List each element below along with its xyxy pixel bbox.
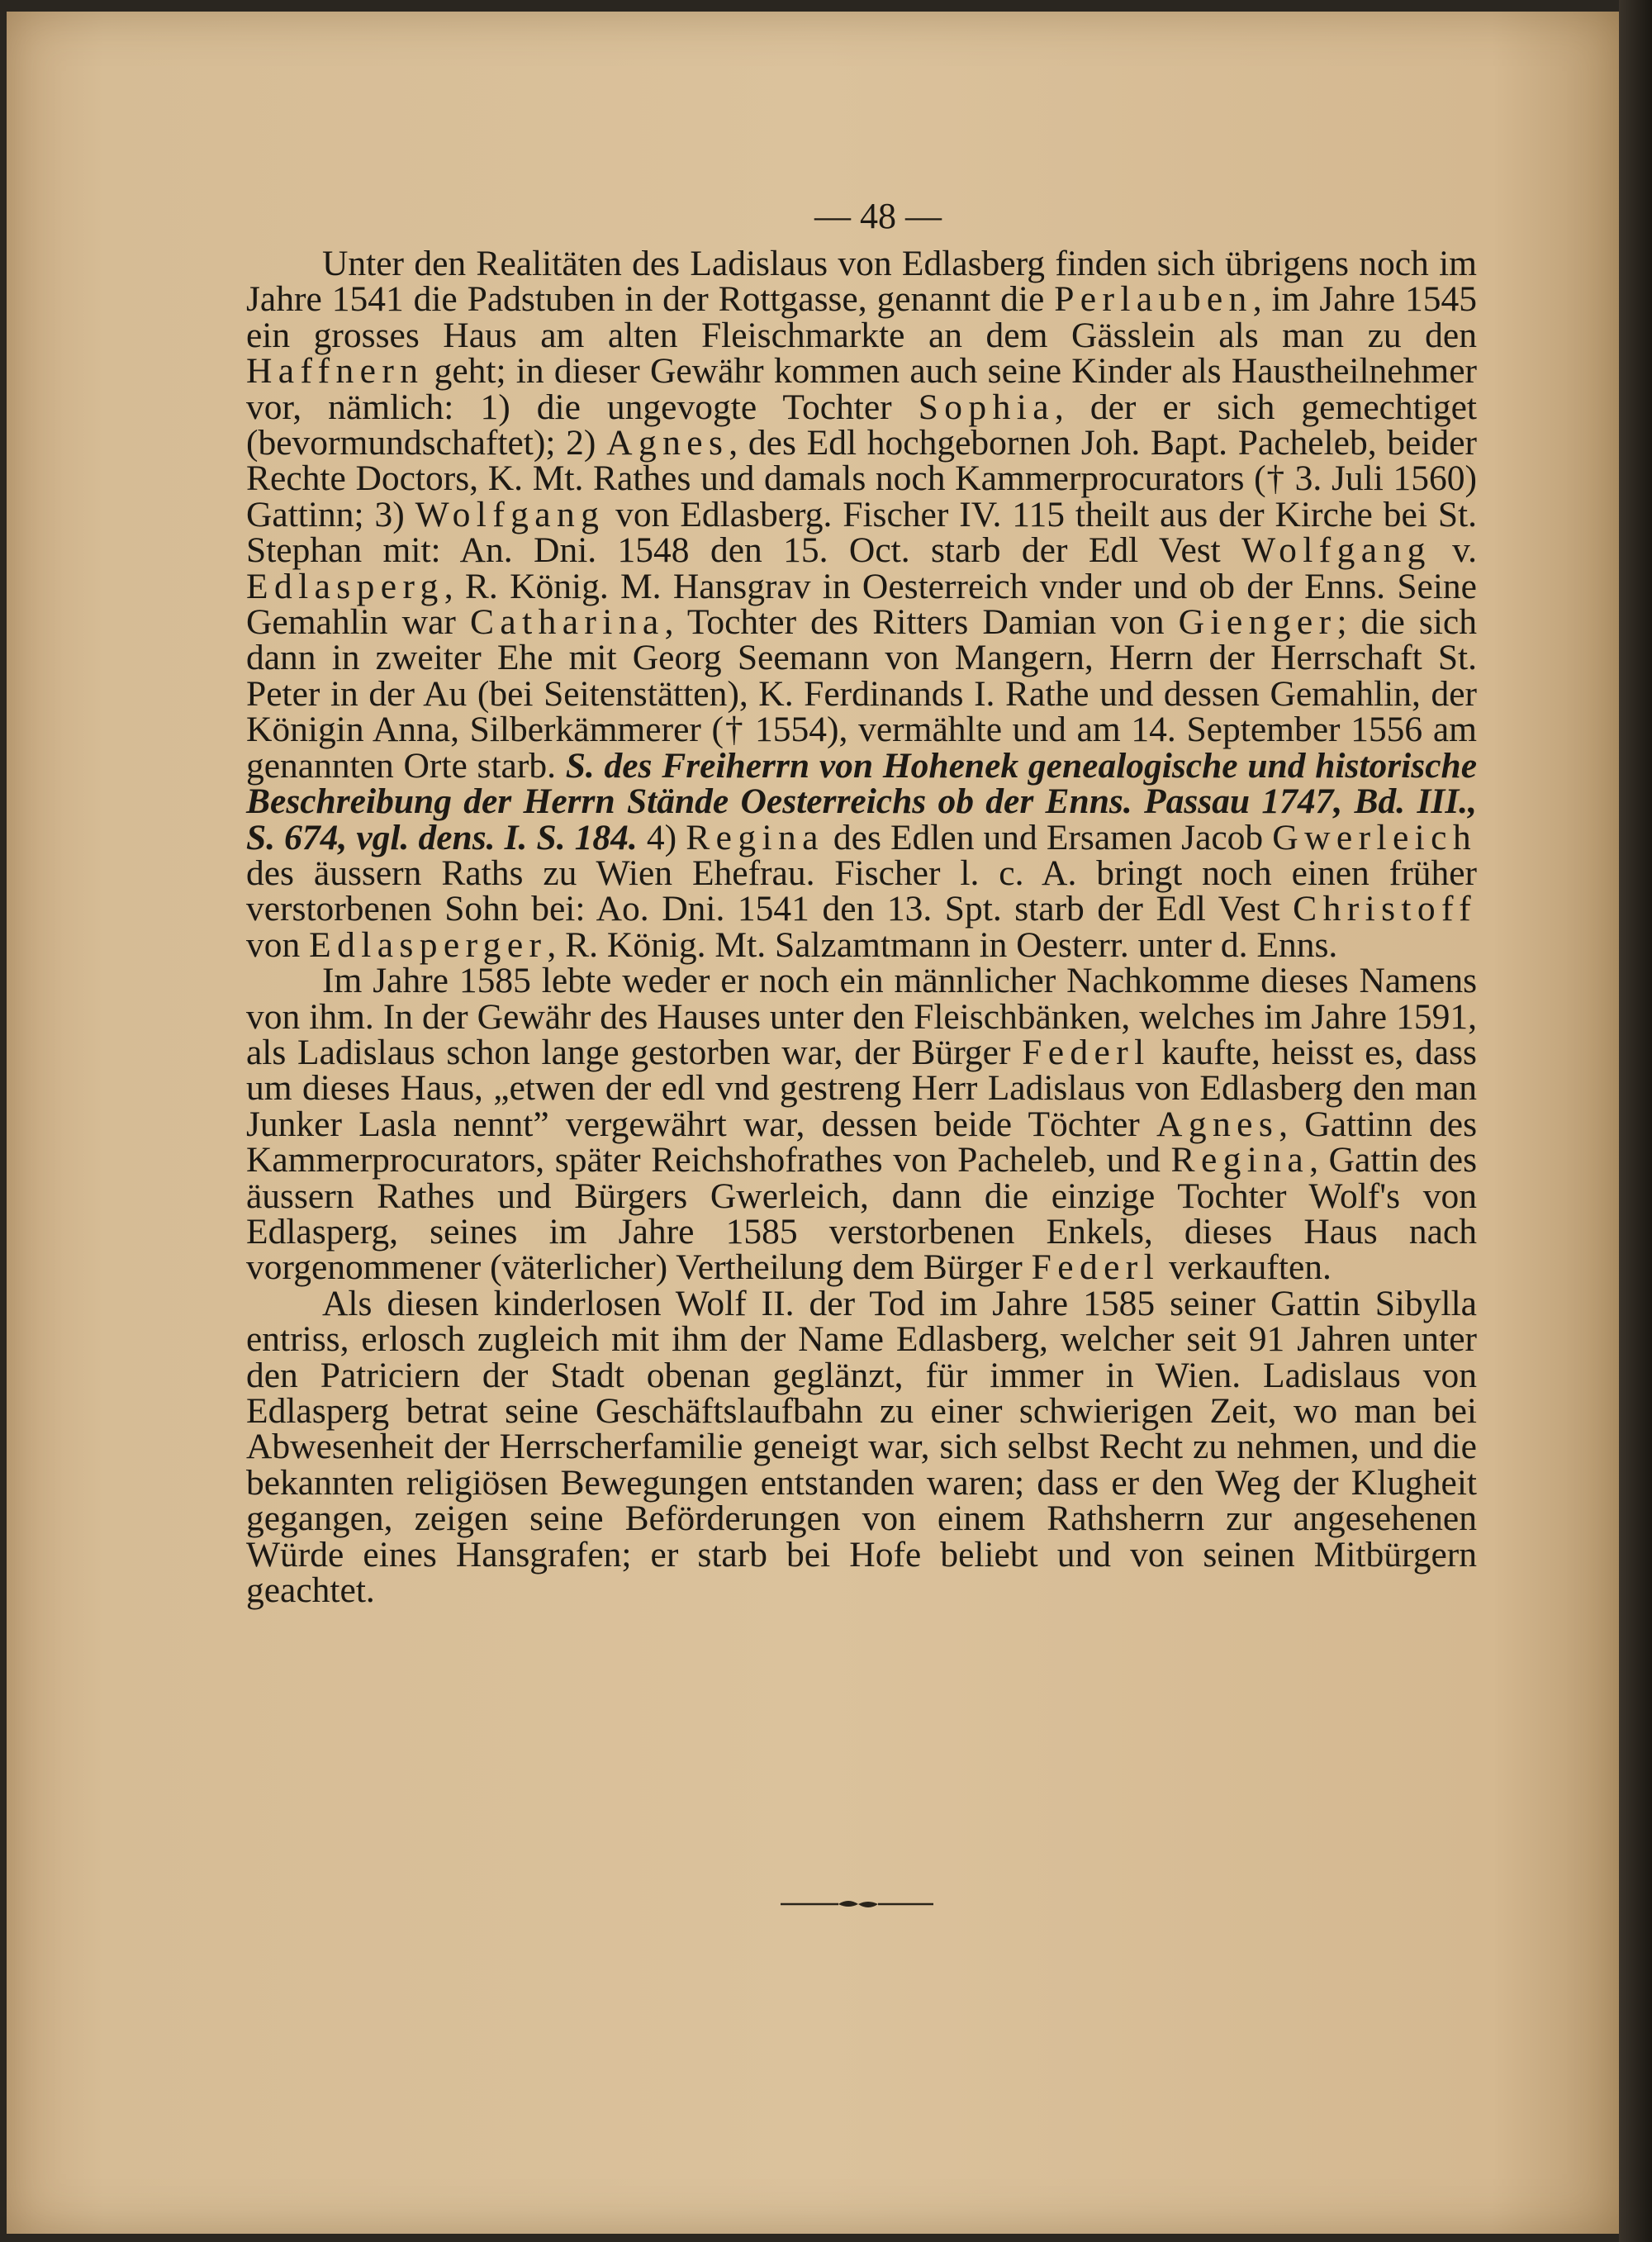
text-segment: Wolfgang: [415, 494, 605, 534]
text-segment: Gwerleich: [1272, 817, 1477, 857]
text-segment: Edlasperger: [309, 924, 548, 965]
text-segment: , R. König. Mt. Salzamtmann in Oesterr. unter d. Enns.: [547, 924, 1338, 965]
text-segment: des äussern Raths zu Wien Ehefrau. Fischer l. c. A. bringt noch einen früher verstorbenen Sohn bei: Ao. Dni. 1541 den 13. Spt. starb der Edl Vest: [246, 853, 1477, 929]
text-segment: geht; in dieser Gewähr kommen auch seine Kinder als Haustheilnehmer vor, nämlich: 1) die ungevogte Tochter: [246, 351, 1477, 427]
text-segment: Perlauben: [1054, 279, 1253, 320]
text-segment: kaufte, heisst es, dass um dieses Haus, „etwen der edl vnd gestreng Herr Ladislaus von Edlasberg den man Junker Lasla nennt” vergewährt war, dessen beide Töchter: [246, 1032, 1477, 1144]
text-segment: , Tochter des Ritters Damian von: [664, 602, 1179, 643]
text-segment: v.: [1431, 530, 1477, 571]
text-segment: , im Jahre 1545 ein grosses Haus am alten Fleischmarkte an dem Gässlein als man zu den: [246, 279, 1478, 355]
text-segment: , der er sich gemechtiget (bevormundschaftet); 2): [246, 387, 1477, 463]
paragraph: [246, 1283, 1477, 1611]
text-segment: Sophia: [918, 387, 1055, 427]
text-segment: Agnes: [1156, 1104, 1279, 1144]
text-segment: Christoff: [1293, 889, 1477, 929]
text-segment: 4): [637, 817, 686, 857]
text-segment: Als diesen kinderlosen Wolf II. der Tod im Jahre 1585 seiner Gattin Sibylla entriss, erlosch zugleich mit ihm der Name Edlasberg, welcher seit 91 Jahren unter den Patriciern der Stadt obenan geglänzt, für immer in Wien. Ladislaus von Edlasperg betrat seine Geschäftslaufbahn zu einer schwierigen Zeit, wo man bei Abwesenheit der Herrscherfamilie geneigt war, sich selbst Recht zu nehmen, und die bekannten religiösen Bewegungen entstanden waren; dass er den Weg der Klugheit gegangen, zeigen seine Beförderungen von einem Rathsherrn zur angesehenen Würde eines Hansgrafen; er starb bei Hofe beliebt und von seinen Mitbürgern geachtet.: [246, 1283, 1477, 1611]
text-segment: , Gattinn des Kammerprocurators, später Reichshofrathes von Pacheleb, und: [246, 1104, 1478, 1180]
text-segment: Im Jahre 1585 lebte weder er noch ein männlicher Nachkomme dieses Namens von ihm. In der Gewähr des Hauses unter den Fleischbänken, welches im Jahre 1591, als Ladislaus schon lange gestorben war, der Bürger: [246, 961, 1477, 1072]
text-segment: ; die sich dann in zweiter Ehe mit Georg Seemann von Mangern, Herrn der Herrschaft St. Peter in der Au (bei Seitenstätten), K. Ferdinands I. Rathe und dessen Gemahlin, der Königin Anna, Silberkämmerer († 1554), vermählte und am 14. September 1556 am genannten Orte starb.: [246, 602, 1477, 786]
text-segment: , des Edl hochgebornen Joh. Bapt. Pacheleb, beider Rechte Doctors, K. Mt. Rathes und damals noch Kammerprocurators († 3. Juli 1560) Gattinn; 3): [246, 423, 1477, 534]
text-segment: von: [246, 924, 310, 965]
end-ornament-icon: [781, 1895, 933, 1913]
text-segment: des Edlen und Ersamen Jacob: [824, 817, 1273, 857]
page-number: — 48 —: [814, 196, 942, 236]
text-segment: Wolfgang: [1241, 530, 1431, 571]
text-segment: Haffnern: [246, 351, 425, 392]
text-segment: Federl: [1031, 1247, 1161, 1288]
text-segment: , R. König. M. Hansgrav in Oesterreich vnder und ob der Enns. Seine Gemahlin war: [246, 566, 1477, 643]
book-gutter: [1619, 0, 1652, 2242]
text-segment: Regina: [686, 817, 824, 857]
text-segment: , Gattin des äussern Rathes und Bürgers Gwerleich, dann die einzige Tochter Wolf's von Edlasperg, seines im Jahre 1585 verstorbenen Enkels, dieses Haus nach vorgenommener (väterlicher) Vertheilung dem Bürger: [246, 1140, 1478, 1288]
text-segment: verkauften.: [1160, 1247, 1332, 1288]
text-segment: Gienger: [1178, 602, 1337, 643]
paragraph: [246, 246, 1477, 963]
body-text: [246, 244, 1478, 1611]
text-segment: Catharina: [469, 602, 665, 643]
text-segment: S. des Freiherrn von Hohenek genealogische und historische Beschreibung der Herrn Stände Oesterreichs ob der Enns. Passau 1747, Bd. III., S. 674, vgl. dens. I. S. 184.: [246, 745, 1477, 857]
paragraph: [246, 963, 1477, 1286]
text-segment: Edlasperg: [246, 566, 444, 606]
text-segment: Regina: [1170, 1140, 1310, 1180]
text-segment: Unter den Realitäten des Ladislaus von Edlasberg finden sich übrigens noch im Jahre 1541 die Padstuben in der Rottgasse, genannt die: [246, 244, 1477, 320]
text-segment: von Edlasberg. Fischer IV. 115 theilt aus der Kirche bei St. Stephan mit: An. Dni. 1548 den 15. Oct. starb der Edl Vest: [246, 494, 1477, 571]
text-segment: Federl: [1022, 1032, 1151, 1072]
text-segment: Agnes: [606, 423, 729, 463]
page-text: [246, 196, 1478, 1611]
